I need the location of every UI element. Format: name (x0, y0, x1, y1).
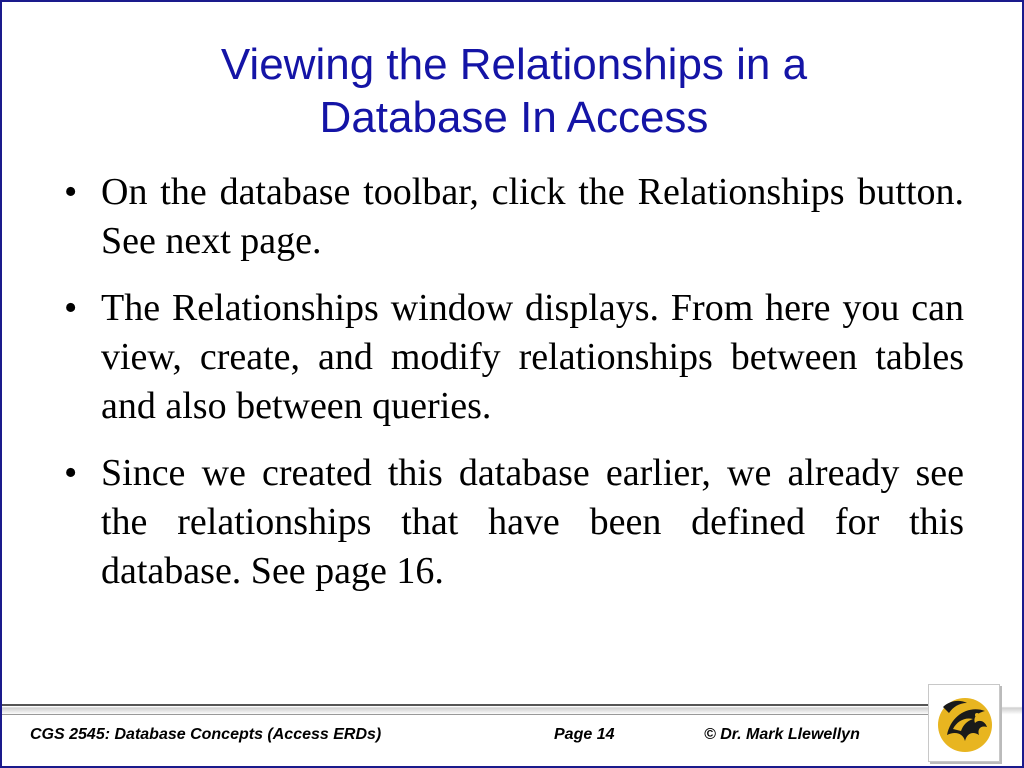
title-line-1: Viewing the Relationships in a (220, 40, 808, 89)
bullet-list (64, 168, 964, 614)
pegasus-logo-icon (929, 685, 999, 761)
slide-title (2, 38, 1024, 144)
footer-author: © Dr. Mark Llewellyn (704, 726, 860, 743)
bullet-item-2 (64, 284, 964, 431)
footer-divider-top (2, 704, 928, 706)
footer-divider-shadow (2, 714, 928, 715)
university-logo (928, 684, 1000, 762)
bullet-item-1 (64, 168, 964, 266)
bullet-marker: • (64, 452, 78, 494)
title-line-2: Database In Access (319, 93, 709, 142)
footer-course: CGS 2545: Database Concepts (Access ERDs) (30, 726, 382, 743)
footer-page-number: Page 14 (554, 726, 615, 743)
bullet-text: On the database toolbar, click the Relationships button. See next page. (101, 171, 964, 262)
bullet-marker: • (64, 171, 78, 213)
bullet-text: The Relationships window displays. From here you can view, create, and modify relationships between tables and also between queries. (101, 287, 964, 427)
bullet-item-3 (64, 449, 964, 596)
bullet-text: Since we created this database earlier, we already see the relationships that have been defined for this database. See page 16. (101, 452, 964, 592)
bullet-marker: • (64, 287, 78, 329)
